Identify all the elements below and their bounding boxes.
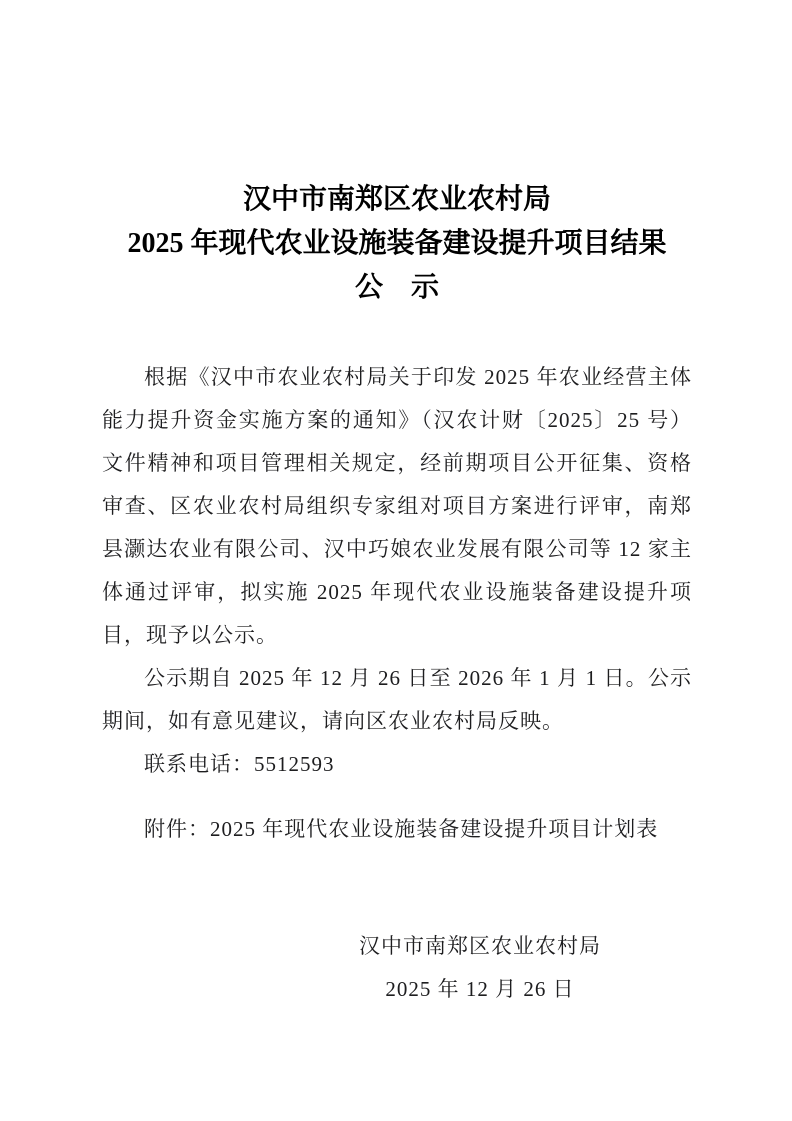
title-line-3: 公 示: [354, 272, 439, 303]
paragraph-publicity-period: 公示期自 2025 年 12 月 26 日至 2026 年 1 月 1 日。公示期间，如有意见建议，请向区农业农村局反映。: [102, 666, 692, 733]
title-line-1: 汉中市南郑区农业农村局: [242, 184, 551, 215]
signature-organization: 汉中市南郑区农业农村局: [359, 934, 601, 958]
title-line-2: 2025 年现代农业设施装备建设提升项目结果: [127, 228, 667, 259]
signature-block: [330, 925, 630, 1011]
signature-date: 2025 年 12 月 26 日: [385, 977, 575, 1001]
document-title: [102, 178, 692, 310]
contact-phone-line: 联系电话：5512593: [144, 752, 335, 776]
attachment-line: 附件：2025 年现代农业设施装备建设提升项目计划表: [144, 817, 659, 841]
document-content: [102, 178, 692, 1011]
paragraph-basis: 根据《汉中市农业农村局关于印发 2025 年农业经营主体能力提升资金实施方案的通知》（汉农计财〔2025〕25 号）文件精神和项目管理相关规定，经前期项目公开征集、资格审查、区农业农村局组织专家组对项目方案进行评审，南郑县灏达农业有限公司、汉中巧娘农业发展有限公司等 12 家主体通过评审，拟实施 2025 年现代农业设施装备建设提升项目，现予以公示。: [102, 365, 692, 647]
